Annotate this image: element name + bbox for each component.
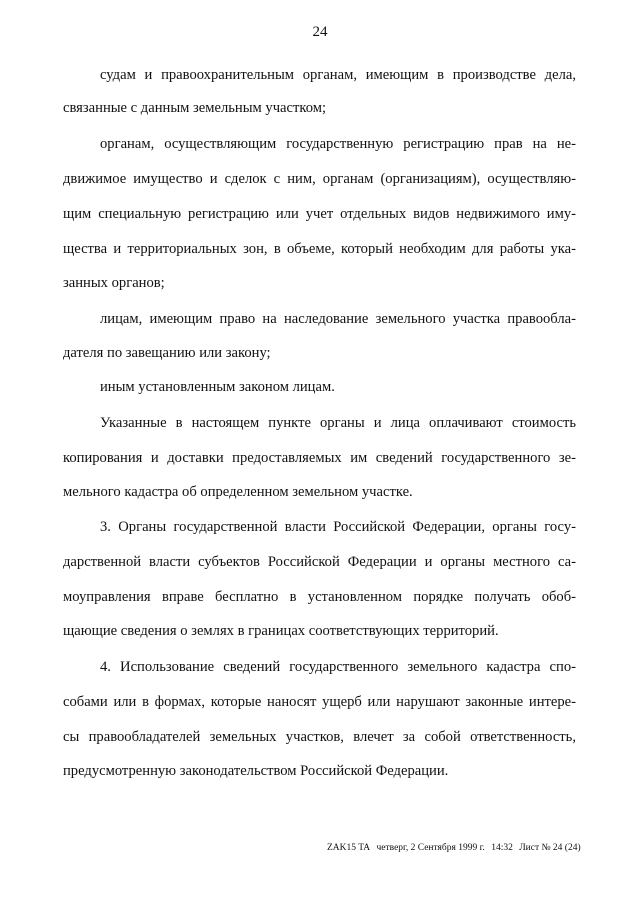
page-number: 24 xyxy=(312,24,328,40)
paragraph-line: движимое имущество и сделок с ним, органам (организациям), осуществляю- xyxy=(63,171,576,187)
paragraph-line: копирования и доставки предоставляемых им сведений государственного зе- xyxy=(63,450,576,466)
paragraph-line: 3. Органы государственной власти Российской Федерации, органы госу- xyxy=(100,519,576,535)
paragraph-line: щества и территориальных зон, в объеме, который необходим для работы ука- xyxy=(63,241,576,257)
page-footer xyxy=(327,843,585,853)
paragraph-line: органам, осуществляющим государственную регистрацию прав на не- xyxy=(100,136,576,152)
paragraph-line: сы правообладателей земельных участков, влечет за собой ответственность, xyxy=(63,729,576,745)
paragraph-line: Указанные в настоящем пункте органы и лица оплачивают стоимость xyxy=(100,415,576,431)
paragraph-line: щим специальную регистрацию или учет отдельных видов недвижимого иму- xyxy=(63,206,576,222)
paragraph-line: моуправления вправе бесплатно в установленном порядке получать обоб- xyxy=(63,589,576,605)
footer-time: 14:32 xyxy=(491,843,513,853)
paragraph-line: предусмотренную законодательством Российской Федерации. xyxy=(63,763,449,779)
paragraph-line: занных органов; xyxy=(63,275,165,291)
footer-sheet: Лист № 24 (24) xyxy=(519,843,581,853)
paragraph-line: судам и правоохранительным органам, имеющим в производстве дела, xyxy=(100,67,576,83)
paragraph-line: собами или в формах, которые наносят ущерб или нарушают законные интере- xyxy=(63,694,576,710)
footer-doc-code: ZAK15 TA xyxy=(327,843,371,853)
paragraph-line: лицам, имеющим право на наследование земельного участка правообла- xyxy=(100,311,576,327)
paragraph-line: щающие сведения о землях в границах соответствующих территорий. xyxy=(63,623,499,639)
paragraph-line: дарственной власти субъектов Российской Федерации и органы местного са- xyxy=(63,554,576,570)
paragraph-line: связанные с данным земельным участком; xyxy=(63,100,327,116)
footer-date: четверг, 2 Сентября 1999 г. xyxy=(376,843,485,853)
paragraph-line: 4. Использование сведений государственного земельного кадастра спо- xyxy=(100,659,576,675)
paragraph-line: мельного кадастра об определенном земельном участке. xyxy=(63,484,413,500)
paragraph-line: дателя по завещанию или закону; xyxy=(63,345,271,361)
paragraph-line: иным установленным законом лицам. xyxy=(100,379,335,395)
